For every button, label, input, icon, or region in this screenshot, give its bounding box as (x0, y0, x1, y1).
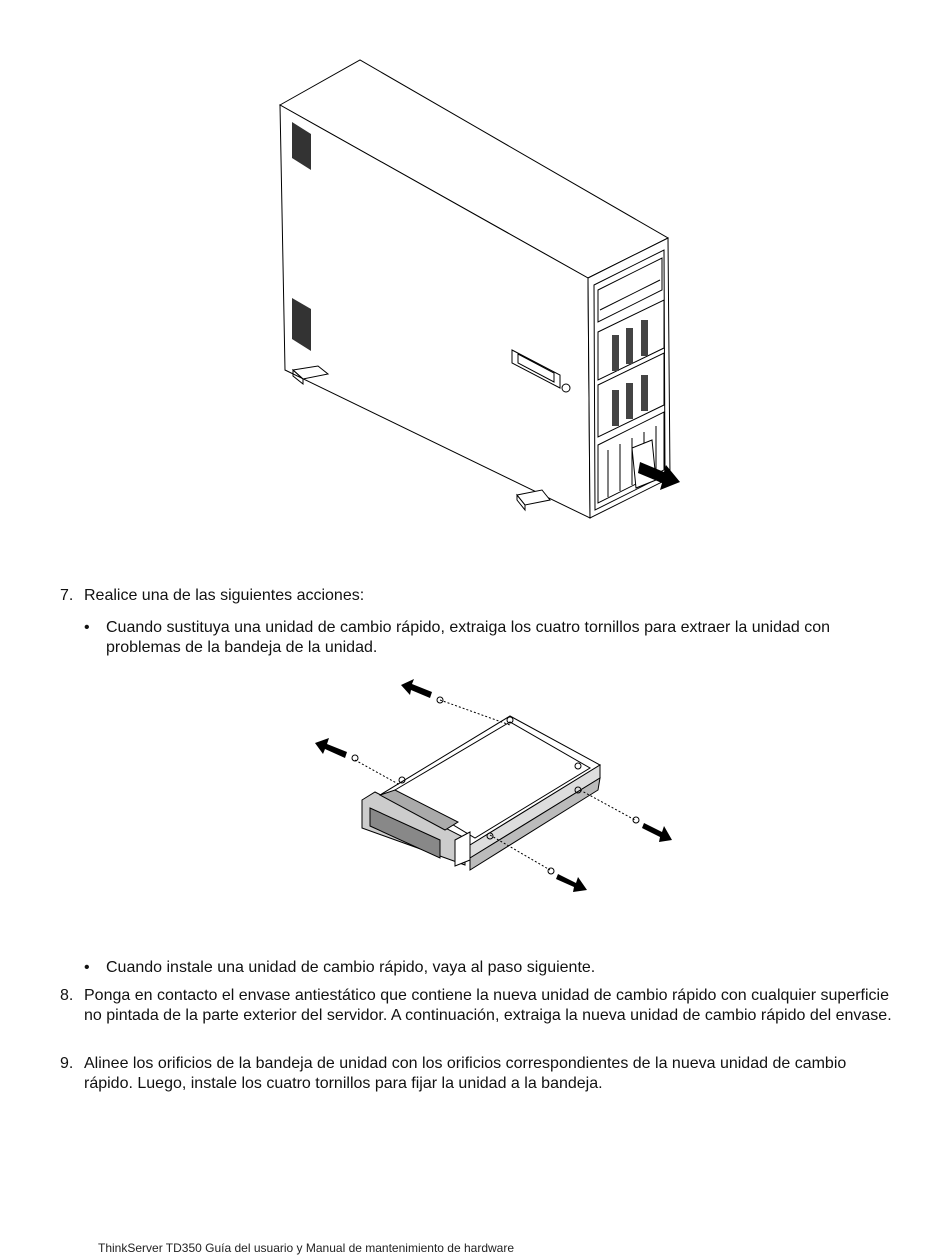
step-number: 9. (60, 1055, 74, 1072)
bullet-text: Cuando instale una unidad de cambio rápido, vaya al paso siguiente. (106, 959, 596, 976)
drive-tray-illustration (305, 672, 685, 897)
bullet-marker: • (84, 619, 90, 636)
page-footer: ThinkServer TD350 Guía del usuario y Manual de mantenimiento de hardware (98, 1241, 515, 1255)
server-illustration (270, 55, 690, 525)
step-text: Alinee los orificios de la bandeja de unidad con los orificios correspondientes de la nueva unidad de cambio rápido. Luego, instale los cuatro tornillos para fijar la unidad a la bandeja. (84, 1055, 847, 1092)
bullet-marker: • (84, 959, 90, 976)
bullet-item (0, 618, 950, 660)
step-number: 7. (60, 587, 74, 604)
step-text: Ponga en contacto el envase antiestático que contiene la nueva unidad de cambio rápido con cualquier superficie no pintada de la parte exterior del servidor. A continuación, extraiga la nueva unidad de cambio rápido del envase. (84, 987, 892, 1024)
step-7 (0, 586, 950, 608)
step-8 (0, 986, 950, 1048)
step-number: 8. (60, 987, 74, 1004)
step-9 (0, 1054, 950, 1096)
bullet-item (0, 958, 950, 980)
bullet-text: Cuando sustituya una unidad de cambio rápido, extraiga los cuatro tornillos para extraer la unidad con problemas de la bandeja de la unidad. (106, 619, 830, 656)
step-text: Realice una de las siguientes acciones: (84, 587, 365, 604)
